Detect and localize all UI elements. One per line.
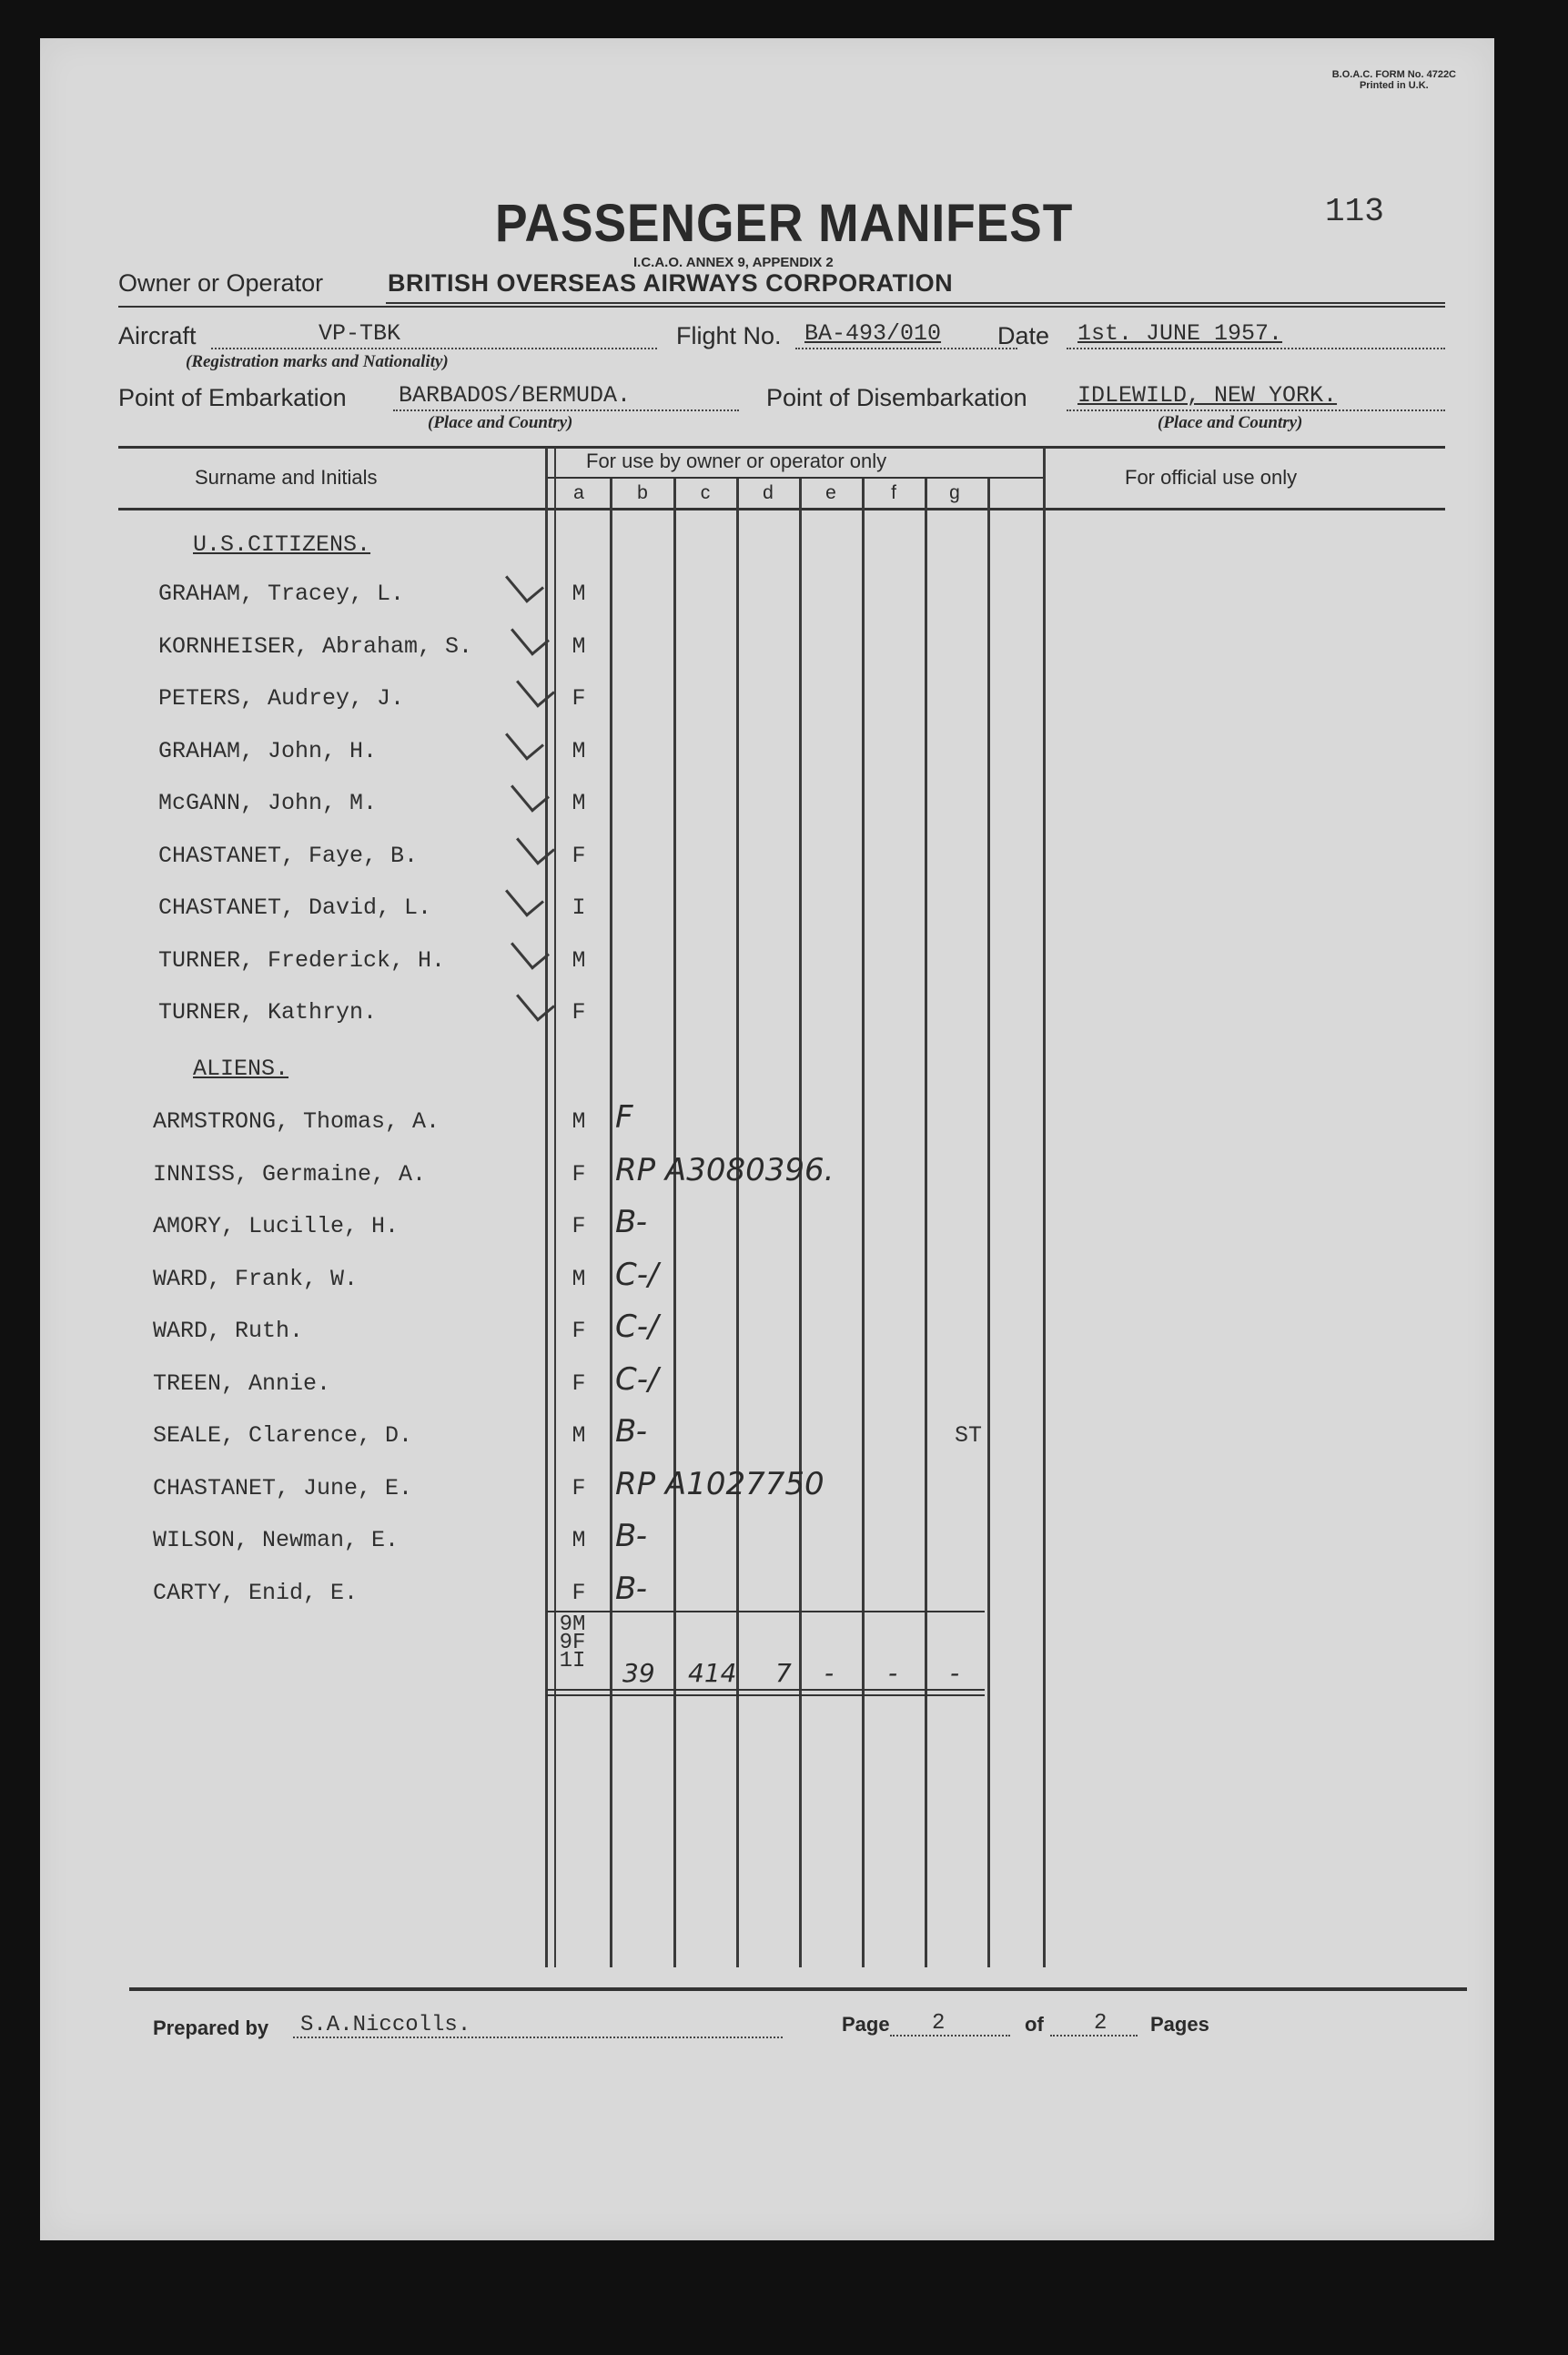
embark-caption: (Place and Country) <box>428 413 573 432</box>
page-label: Page <box>842 2013 890 2036</box>
disembark-value: IDLEWILD, NEW YORK. <box>1077 382 1338 409</box>
passenger-sex-code: F <box>572 685 586 712</box>
passenger-name: CHASTANET, June, E. <box>153 1474 413 1501</box>
divider <box>118 306 1445 308</box>
check-mark-icon <box>516 667 555 707</box>
flight-label: Flight No. <box>676 322 782 349</box>
passenger-sex-code: M <box>572 632 586 660</box>
passenger-sex-code: F <box>572 1213 586 1239</box>
passenger-sex-code: M <box>572 790 586 816</box>
prepared-line <box>293 2037 783 2038</box>
passenger-handwritten-note: B- <box>615 1518 647 1554</box>
passenger-name: WARD, Frank, W. <box>153 1265 359 1292</box>
divider <box>386 302 1445 304</box>
total-infant: 1I <box>559 1649 586 1673</box>
prepared-label: Prepared by <box>153 2016 269 2039</box>
passenger-name: GRAHAM, John, H. <box>158 737 378 764</box>
passenger-name: WARD, Ruth. <box>153 1318 304 1344</box>
passenger-sex-code: M <box>572 1265 586 1292</box>
disembark-line <box>1067 409 1445 411</box>
total-male: 9M <box>559 1612 586 1637</box>
total-e: - <box>824 1658 835 1688</box>
manifest-sheet <box>40 38 1494 2240</box>
sub-column-label: f <box>891 482 896 503</box>
total-d: 7 <box>775 1658 792 1688</box>
check-mark-icon <box>516 981 555 1021</box>
disembark-caption: (Place and Country) <box>1158 413 1303 432</box>
owner-value: BRITISH OVERSEAS AIRWAYS CORPORATION <box>388 269 954 297</box>
col-divider <box>673 479 676 1967</box>
passenger-sex-code: F <box>572 999 586 1026</box>
passenger-sex-code: F <box>572 842 586 869</box>
col-divider <box>545 448 548 1967</box>
passenger-handwritten-note: B- <box>615 1204 647 1240</box>
passenger-sex-code: F <box>572 1318 586 1344</box>
sub-column-label: a <box>573 482 584 503</box>
page-number: 113 <box>1325 193 1384 230</box>
passenger-name: TURNER, Frederick, H. <box>158 946 446 974</box>
passenger-sex-code: M <box>572 1422 586 1449</box>
passenger-col-g: ST <box>954 1422 982 1449</box>
col-surname: Surname and Initials <box>195 466 378 489</box>
col-divider <box>1043 448 1046 1967</box>
page-subtitle: I.C.A.O. ANNEX 9, APPENDIX 2 <box>633 255 834 270</box>
flight-value: BA-493/010 <box>804 320 942 347</box>
owner-label: Owner or Operator <box>118 269 324 297</box>
passenger-handwritten-note: B- <box>615 1570 647 1607</box>
passenger-name: TREEN, Annie. <box>153 1370 331 1397</box>
col-divider <box>987 479 990 1967</box>
totals-a <box>550 1612 595 1673</box>
totals-double-rule <box>546 1689 985 1691</box>
check-mark-icon <box>511 772 550 812</box>
of-value: 2 <box>1094 2011 1108 2036</box>
embark-label: Point of Embarkation <box>118 384 347 411</box>
passenger-name: WILSON, Newman, E. <box>153 1527 400 1553</box>
passenger-name: ARMSTRONG, Thomas, A. <box>153 1108 440 1135</box>
page-line <box>890 2035 1010 2037</box>
form-number-text: B.O.A.C. FORM No. 4722C <box>1331 69 1456 80</box>
embark-line <box>393 409 739 411</box>
passenger-name: GRAHAM, Tracey, L. <box>158 581 405 607</box>
embark-value: BARBADOS/BERMUDA. <box>399 382 632 409</box>
section-us-citizens: U.S.CITIZENS. <box>193 531 371 558</box>
section-aliens: ALIENS. <box>193 1056 289 1082</box>
page-value: 2 <box>932 2011 946 2036</box>
passenger-handwritten-note: RP A1027750 <box>615 1465 824 1502</box>
sub-column-label: g <box>949 482 960 503</box>
col-owner-use: For use by owner or operator only <box>586 450 887 472</box>
of-line <box>1050 2035 1138 2037</box>
passenger-sex-code: M <box>572 581 586 607</box>
col-divider <box>925 479 927 1967</box>
passenger-handwritten-note: C-/ <box>615 1256 659 1293</box>
check-mark-icon <box>505 720 544 760</box>
passenger-name: TURNER, Kathryn. <box>158 999 378 1026</box>
passenger-handwritten-note: F <box>615 1099 633 1136</box>
check-mark-icon <box>511 615 550 655</box>
table-top-rule <box>118 446 1445 449</box>
total-b: 39 <box>622 1658 655 1688</box>
col-divider <box>610 479 612 1967</box>
total-g: - <box>950 1658 960 1688</box>
totals-rule <box>546 1611 985 1612</box>
passenger-sex-code: F <box>572 1474 586 1501</box>
total-c: 414 <box>688 1658 737 1688</box>
header-sub-rule <box>546 477 1045 479</box>
passenger-name: AMORY, Lucille, H. <box>153 1213 400 1239</box>
aircraft-label: Aircraft <box>118 322 197 349</box>
passenger-name: McGANN, John, M. <box>158 790 378 816</box>
disembark-label: Point of Disembarkation <box>766 384 1027 411</box>
form-number <box>1332 69 1456 91</box>
total-f: - <box>888 1658 898 1688</box>
check-mark-icon <box>505 876 544 916</box>
date-value: 1st. JUNE 1957. <box>1077 320 1283 347</box>
passenger-sex-code: M <box>572 1108 586 1135</box>
date-line <box>1067 348 1445 349</box>
sub-column-label: b <box>637 482 648 503</box>
passenger-name: CARTY, Enid, E. <box>153 1579 359 1606</box>
passenger-sex-code: M <box>572 1527 586 1553</box>
col-divider <box>554 448 556 1967</box>
passenger-sex-code: F <box>572 1579 586 1606</box>
of-label: of <box>1025 2013 1044 2036</box>
passenger-name: SEALE, Clarence, D. <box>153 1422 413 1449</box>
col-divider <box>862 479 865 1967</box>
page-title: PASSENGER MANIFEST <box>495 194 1074 253</box>
passenger-name: CHASTANET, Faye, B. <box>158 842 419 869</box>
col-official: For official use only <box>1125 466 1298 489</box>
check-mark-icon <box>511 929 550 969</box>
total-female: 9F <box>559 1631 586 1655</box>
date-label: Date <box>997 322 1050 349</box>
passenger-sex-code: M <box>572 946 586 974</box>
footer-rule <box>129 1987 1467 1991</box>
col-divider <box>736 479 739 1967</box>
prepared-value: S.A.Niccolls. <box>300 2013 471 2037</box>
passenger-sex-code: F <box>572 1370 586 1397</box>
passenger-name: INNISS, Germaine, A. <box>153 1160 427 1188</box>
passenger-sex-code: M <box>572 737 586 764</box>
aircraft-line <box>211 348 657 349</box>
passenger-handwritten-note: B- <box>615 1413 647 1450</box>
passenger-name: PETERS, Audrey, J. <box>158 685 405 712</box>
col-divider <box>799 479 802 1967</box>
passenger-sex-code: I <box>572 894 586 921</box>
passenger-sex-code: F <box>572 1160 586 1188</box>
aircraft-caption: (Registration marks and Nationality) <box>186 352 449 371</box>
passenger-handwritten-note: C-/ <box>615 1360 659 1398</box>
aircraft-value: VP-TBK <box>319 320 401 347</box>
passenger-name: KORNHEISER, Abraham, S. <box>158 632 473 660</box>
passenger-handwritten-note: RP A3080396. <box>615 1151 835 1188</box>
pages-label: Pages <box>1150 2013 1209 2036</box>
check-mark-icon <box>516 824 555 864</box>
sub-column-label: c <box>700 482 711 503</box>
passenger-name: CHASTANET, David, L. <box>158 894 432 921</box>
totals-double-rule <box>546 1694 985 1696</box>
table-header-rule <box>118 508 1445 510</box>
flight-line <box>795 348 1017 349</box>
printed-text: Printed in U.K. <box>1359 80 1429 91</box>
check-mark-icon <box>505 562 544 602</box>
sub-column-label: d <box>763 482 774 503</box>
sub-column-label: e <box>825 482 836 503</box>
passenger-handwritten-note: C-/ <box>615 1309 659 1345</box>
